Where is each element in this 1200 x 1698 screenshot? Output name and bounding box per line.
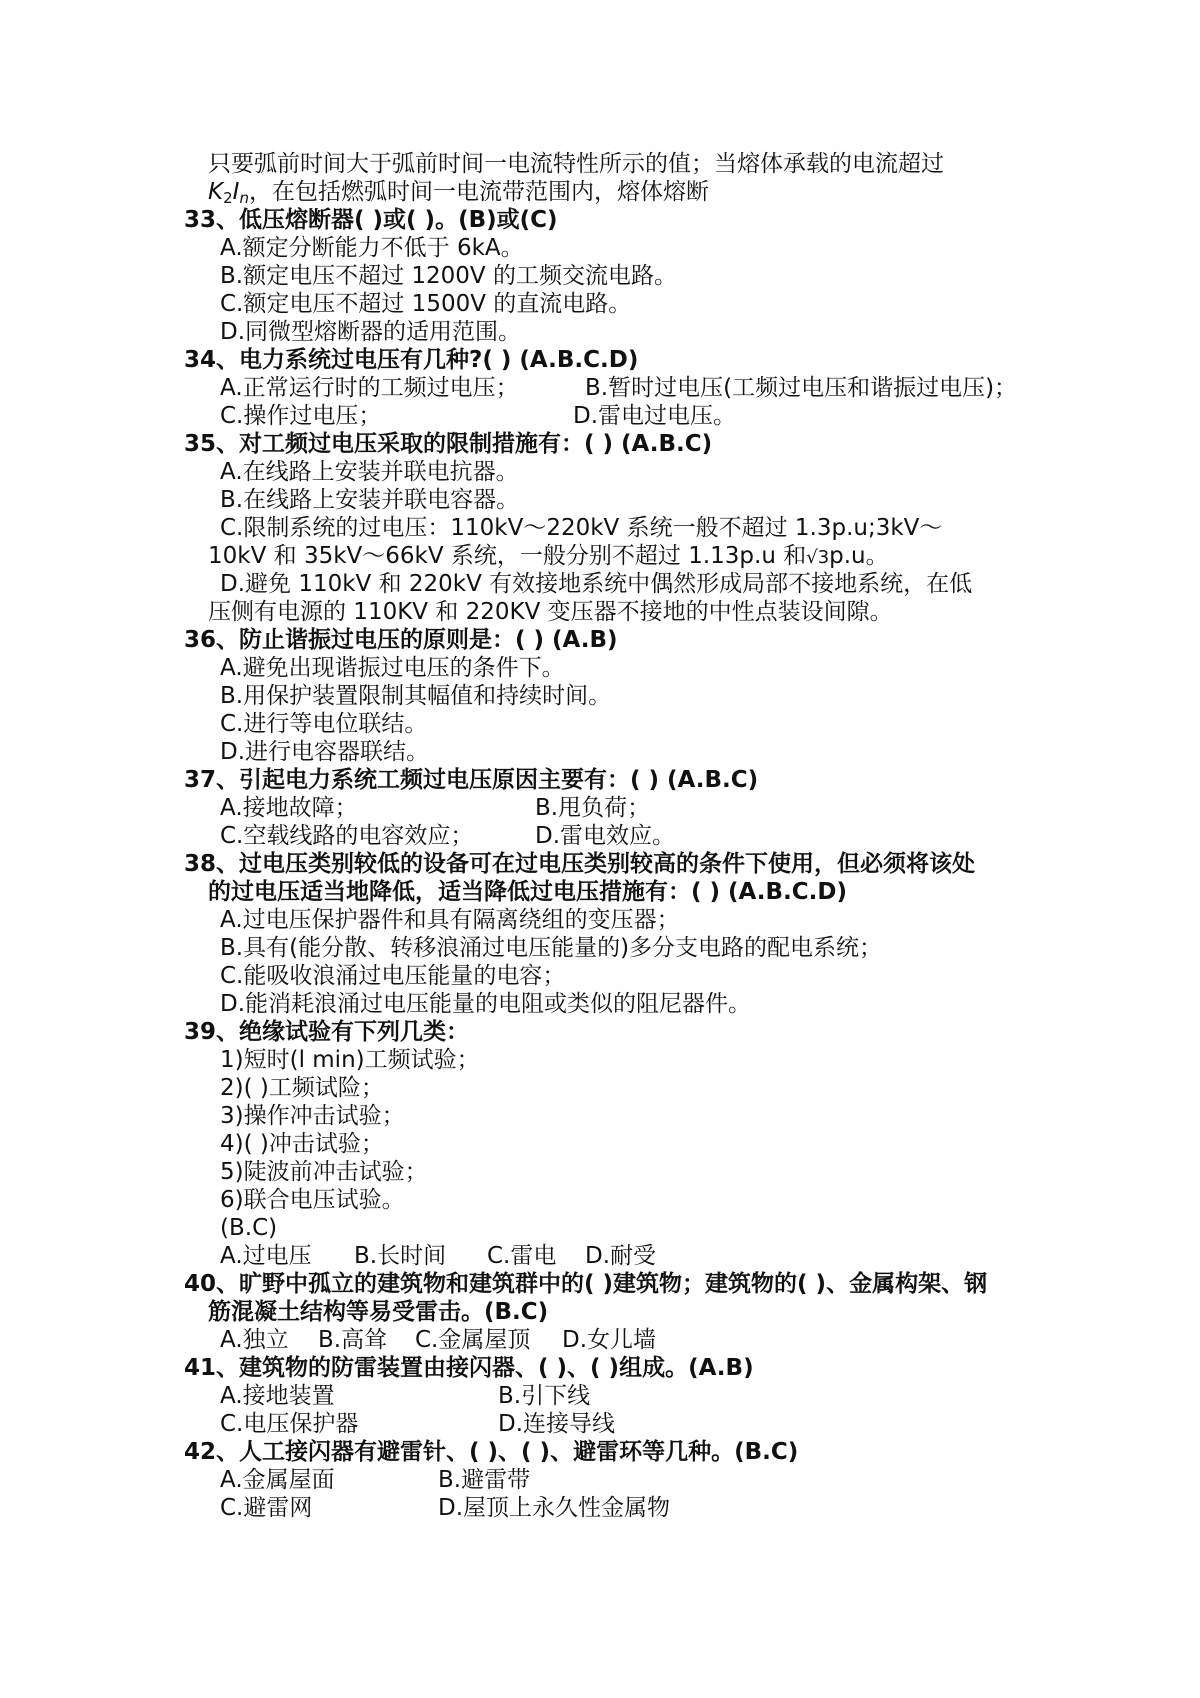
- question-36-option-b: B.用保护装置限制其幅值和持续时间。: [220, 683, 612, 709]
- question-35-option-c-text: 10kV 和 35kV〜66kV 系统，一般分别不超过 1.13p.u 和: [208, 543, 807, 569]
- question-39-item-3: 3)操作冲击试验；: [220, 1103, 405, 1129]
- question-37-title: 37、引起电力系统工频过电压原因主要有：( ) (A.B.C): [184, 767, 759, 793]
- sqrt3-symbol: √3: [806, 547, 830, 568]
- question-37-row-1: [0, 794, 1200, 822]
- question-35-option-c-line-1: C.限制系统的过电压：110kV〜220kV 系统一般不超过 1.3p.u;3kV〜: [220, 515, 943, 541]
- k-subscript: 2: [223, 189, 233, 207]
- i-subscript: n: [239, 189, 249, 207]
- question-39-item-2: 2)( )工频试险；: [220, 1075, 384, 1101]
- question-42-row-1: [0, 1466, 1200, 1494]
- question-39-answer: (B.C): [220, 1215, 278, 1241]
- intro-line-2-text: ，在包括燃弧时间一电流带范围内，熔体熔断: [248, 179, 709, 205]
- question-38-option-c: C.能吸收浪涌过电压能量的电容；: [220, 963, 566, 989]
- question-38-title-line-2: 的过电压适当地降低，适当降低过电压措施有：( ) (A.B.C.D): [208, 879, 848, 905]
- question-39-option-b: B.长时间: [354, 1243, 447, 1269]
- question-36-option-c: C.进行等电位联结。: [220, 711, 428, 737]
- question-35-option-b: B.在线路上安装并联电容器。: [220, 487, 520, 513]
- question-41-row-1: [0, 1382, 1200, 1410]
- question-36-option-a: A.避免出现谐振过电压的条件下。: [220, 655, 565, 681]
- intro-line-1: 只要弧前时间大于弧前时间一电流特性所示的值；当熔体承载的电流超过: [208, 151, 944, 177]
- question-39-item-6: 6)联合电压试验。: [220, 1187, 405, 1213]
- question-37-option-d: D.雷电效应。: [535, 823, 676, 849]
- question-40-option-a: A.独立: [220, 1327, 289, 1353]
- question-41-option-b: B.引下线: [498, 1383, 591, 1409]
- question-42-option-b: B.避雷带: [438, 1467, 531, 1493]
- question-37-option-a: A.接地故障；: [220, 795, 358, 821]
- question-40-option-c: C.金属屋顶: [415, 1327, 531, 1353]
- question-38-option-a: A.过电压保护器件和具有隔离绕组的变压器；: [220, 907, 680, 933]
- question-39-item-1: 1)短时(l min)工频试验；: [220, 1047, 480, 1073]
- question-42-title: 42、人工接闪器有避雷针、( )、( )、避雷环等几种。(B.C): [184, 1439, 799, 1465]
- question-33-option-c: C.额定电压不超过 1500V 的直流电路。: [220, 291, 632, 317]
- question-36-option-d: D.进行电容器联结。: [220, 739, 430, 765]
- question-40-title-line-2: 筋混凝土结构等易受雷击。(B.C): [208, 1299, 549, 1325]
- question-34-option-b: B.暂时过电压(工频过电压和谐振过电压)；: [585, 375, 1018, 401]
- intro-line-2: [0, 178, 1200, 206]
- k-letter: K: [208, 179, 224, 205]
- question-41-title: 41、建筑物的防雷装置由接闪器、( )、( )组成。(A.B): [184, 1355, 754, 1381]
- question-42-option-d: D.屋顶上永久性金属物: [438, 1495, 671, 1521]
- question-37-option-b: B.甩负荷；: [535, 795, 651, 821]
- question-40-option-d: D.女儿墙: [562, 1327, 657, 1353]
- question-35-title: 35、对工频过电压采取的限制措施有：( ) (A.B.C): [184, 431, 713, 457]
- question-41-row-2: [0, 1410, 1200, 1438]
- question-42-row-2: [0, 1494, 1200, 1522]
- question-34-option-a: A.正常运行时的工频过电压；: [220, 375, 519, 401]
- question-33-option-b: B.额定电压不超过 1200V 的工频交流电路。: [220, 263, 677, 289]
- i-letter: I: [232, 179, 240, 205]
- question-35-option-d-line-1: D.避免 110kV 和 220kV 有效接地系统中偶然形成局部不接地系统，在低: [220, 571, 973, 597]
- question-35-option-c-unit: p.u。: [829, 543, 889, 569]
- question-33-title: 33、低压熔断器( )或( )。(B)或(C): [184, 207, 558, 233]
- question-39-option-d: D.耐受: [585, 1243, 657, 1269]
- question-list: [0, 150, 1200, 1522]
- question-33-option-d: D.同微型熔断器的适用范围。: [220, 319, 522, 345]
- question-39-options: [0, 1242, 1200, 1270]
- question-38-title-line-1: 38、过电压类别较低的设备可在过电压类别较高的条件下使用，但必须将该处: [184, 851, 976, 877]
- question-41-option-d: D.连接导线: [498, 1411, 616, 1437]
- question-34-row-2: [0, 402, 1200, 430]
- question-34-option-c: C.操作过电压；: [220, 403, 382, 429]
- question-33-option-a: A.额定分断能力不低于 6kA。: [220, 235, 524, 261]
- question-42-option-c: C.避雷网: [220, 1495, 313, 1521]
- question-38-option-b: B.具有(能分散、转移浪涌过电压能量的)多分支电路的配电系统；: [220, 935, 883, 961]
- question-37-option-c: C.空载线路的电容效应；: [220, 823, 474, 849]
- question-34-title: 34、电力系统过电压有几种?( ) (A.B.C.D): [184, 347, 639, 373]
- question-35-option-d-line-2: 压侧有电源的 110KV 和 220KV 变压器不接地的中性点装设间隙。: [208, 599, 893, 625]
- question-39-option-c: C.雷电: [487, 1243, 557, 1269]
- question-34-option-d: D.雷电过电压。: [573, 403, 737, 429]
- question-34-row-1: [0, 374, 1200, 402]
- question-39-item-5: 5)陡波前冲击试验；: [220, 1159, 428, 1185]
- question-40-options: [0, 1326, 1200, 1354]
- question-42-option-a: A.金属屋面: [220, 1467, 335, 1493]
- question-39-option-a: A.过电压: [220, 1243, 312, 1269]
- question-41-option-a: A.接地装置: [220, 1383, 335, 1409]
- question-36-title: 36、防止谐振过电压的原则是：( ) (A.B): [184, 627, 618, 653]
- question-41-option-c: C.电压保护器: [220, 1411, 359, 1437]
- question-39-item-4: 4)( )冲击试验；: [220, 1131, 384, 1157]
- question-35-option-a: A.在线路上安装并联电抗器。: [220, 459, 519, 485]
- question-38-option-d: D.能消耗浪涌过电压能量的电阻或类似的阻尼器件。: [220, 991, 752, 1017]
- question-35-option-c-line-2: [0, 542, 1200, 570]
- question-37-row-2: [0, 822, 1200, 850]
- question-40-option-b: B.高耸: [318, 1327, 388, 1353]
- question-39-title: 39、绝缘试验有下列几类：: [184, 1019, 470, 1045]
- question-40-title-line-1: 40、旷野中孤立的建筑物和建筑群中的( )建筑物；建筑物的( )、金属构架、钢: [184, 1271, 988, 1297]
